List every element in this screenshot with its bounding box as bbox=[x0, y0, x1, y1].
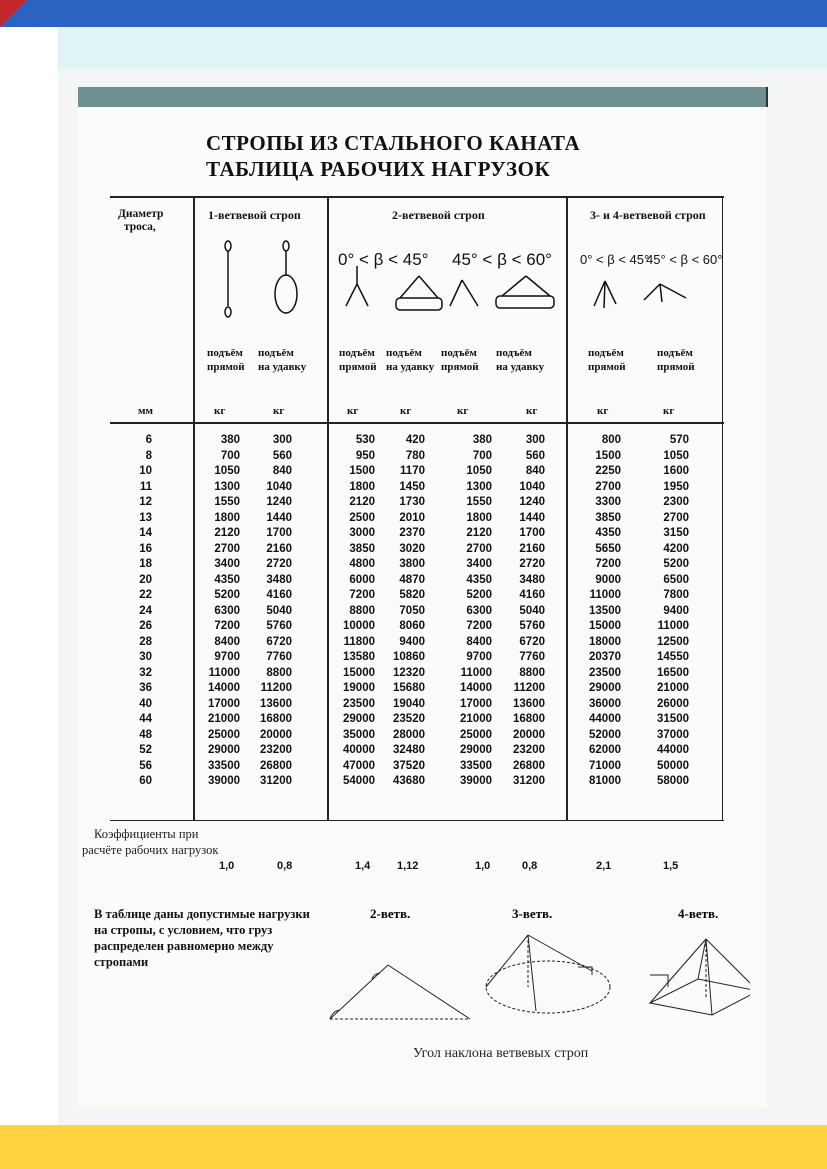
table-cell: 5200 bbox=[466, 589, 492, 601]
table-cell: 1550 bbox=[466, 496, 492, 508]
table-cell: 62000 bbox=[589, 744, 621, 756]
table-cell: 44 bbox=[139, 713, 152, 725]
table-cell: 20000 bbox=[513, 728, 545, 741]
table-cell: 20000 bbox=[260, 728, 292, 741]
table-cell: 2250 bbox=[595, 465, 621, 477]
diagram-label-4: 4-ветв. bbox=[678, 906, 719, 921]
table-cell: 3020 bbox=[399, 542, 425, 555]
table-cell: 31500 bbox=[657, 713, 689, 725]
table-cell: 560 bbox=[272, 449, 292, 462]
column-two-a-choke bbox=[383, 433, 425, 790]
table-cell: 19040 bbox=[393, 697, 425, 710]
table-cell: 29000 bbox=[208, 744, 240, 756]
table-cell: 1300 bbox=[214, 480, 240, 493]
table-cell: 1300 bbox=[466, 480, 492, 493]
bottom-banner bbox=[0, 1125, 827, 1169]
table-cell: 7760 bbox=[519, 651, 545, 663]
table-cell: 2370 bbox=[399, 527, 425, 539]
table-cell: 9400 bbox=[399, 635, 425, 648]
diagram-label-2: 2-ветв. bbox=[370, 906, 411, 921]
table-cell: 2700 bbox=[466, 542, 492, 555]
coefficient: 1,5 bbox=[663, 860, 679, 872]
table-cell: 40 bbox=[139, 697, 152, 710]
table-cell: 4200 bbox=[663, 542, 689, 555]
table-cell: 3300 bbox=[595, 496, 621, 508]
table-cell: 1700 bbox=[519, 527, 545, 539]
table-cell: 13 bbox=[139, 511, 152, 524]
table-cell: 26000 bbox=[657, 697, 689, 710]
table-cell: 530 bbox=[355, 434, 375, 446]
table-cell: 5200 bbox=[214, 589, 240, 601]
table-cell: 4800 bbox=[349, 558, 375, 570]
table-cell: 4350 bbox=[466, 573, 492, 586]
title-line-1: СТРОПЫ ИЗ СТАЛЬНОГО КАНАТА bbox=[206, 131, 581, 155]
table-cell: 1500 bbox=[595, 449, 621, 462]
angle-label-3b: 45° < β < 60° bbox=[646, 252, 723, 267]
table-cell: 8800 bbox=[349, 604, 375, 617]
table-cell: 2160 bbox=[519, 542, 545, 555]
table-cell: 1700 bbox=[266, 527, 292, 539]
table-cell: 5820 bbox=[399, 589, 425, 601]
table-cell: 6300 bbox=[214, 604, 240, 617]
table-cell: 6 bbox=[145, 434, 152, 446]
table-cell: 23200 bbox=[260, 744, 292, 756]
top-banner bbox=[0, 0, 827, 27]
sling-angle-diagrams bbox=[310, 925, 750, 1025]
table-cell: 30 bbox=[139, 651, 152, 663]
table-cell: 2700 bbox=[663, 511, 689, 524]
table-cell: 5760 bbox=[519, 620, 545, 632]
table-cell: 36000 bbox=[589, 697, 621, 710]
table-cell: 11000 bbox=[657, 620, 689, 632]
table-cell: 23200 bbox=[513, 744, 545, 756]
table-cell: 12500 bbox=[657, 635, 689, 648]
table-cell: 28000 bbox=[393, 728, 425, 741]
table-cell: 3800 bbox=[399, 558, 425, 570]
table-cell: 15000 bbox=[343, 666, 375, 679]
table-cell: 29000 bbox=[589, 682, 621, 694]
diagram-caption: Угол наклона ветвевых строп bbox=[413, 1046, 589, 1061]
table-cell: 380 bbox=[220, 434, 240, 446]
table-cell: 26800 bbox=[513, 759, 545, 772]
table-cell: 11000 bbox=[460, 666, 492, 679]
coefficient: 0,8 bbox=[277, 860, 293, 872]
table-cell: 10 bbox=[139, 465, 152, 477]
table-cell: 11000 bbox=[589, 589, 621, 601]
column-one-direct bbox=[198, 433, 240, 790]
table-cell: 1950 bbox=[663, 480, 689, 493]
diagram-label-3: 3-ветв. bbox=[512, 906, 553, 921]
table-cell: 1040 bbox=[266, 480, 292, 493]
table-cell: 20 bbox=[139, 573, 152, 586]
table-cell: 4350 bbox=[214, 573, 240, 586]
table-cell: 2500 bbox=[349, 511, 375, 524]
table-cell: 6720 bbox=[266, 635, 292, 648]
table-cell: 54000 bbox=[343, 775, 375, 787]
table-cell: 44000 bbox=[657, 744, 689, 756]
table-cell: 1450 bbox=[399, 480, 425, 493]
table-cell: 9700 bbox=[466, 651, 492, 663]
table-cell: 7200 bbox=[214, 620, 240, 632]
three-four-branch-header: 3- и 4-ветвевой строп bbox=[590, 208, 706, 222]
table-cell: 20370 bbox=[589, 651, 621, 663]
coefficient: 1,12 bbox=[397, 860, 419, 872]
table-cell: 39000 bbox=[208, 775, 240, 787]
red-corner-decoration bbox=[0, 0, 27, 27]
table-cell: 47000 bbox=[343, 759, 375, 772]
table-cell: 1440 bbox=[266, 511, 292, 524]
table-cell: 2720 bbox=[266, 558, 292, 570]
table-cell: 2700 bbox=[595, 480, 621, 493]
table-cell: 1500 bbox=[349, 465, 375, 477]
table-cell: 16500 bbox=[657, 666, 689, 679]
table-cell: 33500 bbox=[208, 759, 240, 772]
table-cell: 2120 bbox=[349, 496, 375, 508]
table-cell: 7200 bbox=[595, 558, 621, 570]
table-cell: 7050 bbox=[399, 604, 425, 617]
table-cell: 11000 bbox=[208, 666, 240, 679]
table-cell: 10860 bbox=[393, 651, 425, 663]
table-cell: 5650 bbox=[595, 542, 621, 555]
table-cell: 6000 bbox=[349, 573, 375, 586]
table-cell: 1800 bbox=[349, 480, 375, 493]
table-cell: 26 bbox=[139, 620, 152, 632]
table-cell: 60 bbox=[139, 775, 152, 787]
table-cell: 81000 bbox=[589, 775, 621, 787]
table-cell: 39000 bbox=[460, 775, 492, 787]
table-cell: 11200 bbox=[260, 682, 292, 694]
table-cell: 5200 bbox=[663, 558, 689, 570]
table-cell: 43680 bbox=[393, 775, 425, 787]
table-cell: 2120 bbox=[214, 527, 240, 539]
table-cell: 13580 bbox=[343, 651, 375, 663]
table-cell: 32 bbox=[139, 666, 152, 679]
column-three-b bbox=[647, 433, 689, 790]
table-cell: 24 bbox=[139, 604, 152, 617]
table-cell: 1550 bbox=[214, 496, 240, 508]
coefficient: 1,4 bbox=[355, 860, 371, 872]
table-cell: 3150 bbox=[663, 527, 689, 539]
table-cell: 16800 bbox=[513, 713, 545, 725]
table-cell: 12 bbox=[139, 496, 152, 508]
coefficient: 1,0 bbox=[219, 860, 235, 872]
table-cell: 26800 bbox=[260, 759, 292, 772]
table-cell: 18 bbox=[139, 558, 152, 570]
table-cell: 1800 bbox=[466, 511, 492, 524]
table-cell: 3480 bbox=[519, 573, 545, 586]
table-cell: 8 bbox=[145, 449, 152, 462]
column-one-choke bbox=[250, 433, 292, 790]
two-branch-header: 2-ветвевой строп bbox=[392, 208, 485, 222]
table-cell: 56 bbox=[139, 759, 152, 772]
table-cell: 8800 bbox=[266, 666, 292, 679]
angle-label-2b: 45° < β < 60° bbox=[452, 250, 552, 269]
table-cell: 36 bbox=[139, 682, 152, 694]
table-cell: 14000 bbox=[460, 682, 492, 694]
coefficient-label: Коэффициенты при расчёте рабочих нагрузок bbox=[82, 827, 219, 857]
table-cell: 25000 bbox=[460, 728, 492, 741]
title-line-2: ТАБЛИЦА РАБОЧИХ НАГРУЗОК bbox=[206, 157, 551, 181]
table-cell: 380 bbox=[472, 434, 492, 446]
table-cell: 3000 bbox=[349, 527, 375, 539]
table-cell: 37000 bbox=[657, 728, 689, 741]
section-header-bar bbox=[78, 87, 768, 107]
column-two-b-choke bbox=[503, 433, 545, 790]
table-cell: 11 bbox=[139, 480, 152, 493]
table-cell: 58000 bbox=[657, 775, 689, 787]
angle-label-2a: 0° < β < 45° bbox=[338, 250, 429, 269]
table-cell: 6500 bbox=[663, 573, 689, 586]
table-cell: 7200 bbox=[349, 589, 375, 601]
table-cell: 8400 bbox=[214, 635, 240, 648]
table-cell: 2160 bbox=[266, 542, 292, 555]
table-cell: 2010 bbox=[399, 511, 425, 524]
table-cell: 300 bbox=[272, 434, 292, 446]
table-cell: 800 bbox=[601, 434, 621, 446]
table-cell: 29000 bbox=[343, 713, 375, 725]
table-cell: 52 bbox=[139, 744, 152, 756]
table-cell: 3400 bbox=[466, 558, 492, 570]
table-cell: 28 bbox=[139, 635, 152, 648]
table-cell: 21000 bbox=[460, 713, 492, 725]
table-cell: 13500 bbox=[589, 604, 621, 617]
column-three-a bbox=[579, 433, 621, 790]
table-cell: 840 bbox=[525, 465, 545, 477]
table-cell: 15680 bbox=[393, 682, 425, 694]
table-cell: 7760 bbox=[266, 651, 292, 663]
sub-banner bbox=[58, 27, 827, 69]
table-cell: 1170 bbox=[400, 465, 425, 477]
angle-label-3a: 0° < β < 45° bbox=[580, 252, 650, 267]
table-cell: 3850 bbox=[349, 542, 375, 555]
table-cell: 48 bbox=[139, 728, 152, 741]
table-cell: 4160 bbox=[266, 589, 292, 601]
table-cell: 8800 bbox=[519, 666, 545, 679]
table-cell: 21000 bbox=[657, 682, 689, 694]
table-cell: 3850 bbox=[595, 511, 621, 524]
table-cell: 21000 bbox=[208, 713, 240, 725]
table-cell: 23500 bbox=[343, 697, 375, 710]
table-cell: 5760 bbox=[266, 620, 292, 632]
table-cell: 5040 bbox=[266, 604, 292, 617]
sling-icons bbox=[200, 236, 723, 326]
table-cell: 13600 bbox=[260, 697, 292, 710]
column-two-a-direct bbox=[333, 433, 375, 790]
table-cell: 11800 bbox=[343, 635, 375, 648]
table-cell: 1440 bbox=[519, 511, 545, 524]
table-cell: 11200 bbox=[513, 682, 545, 694]
table-cell: 15000 bbox=[589, 620, 621, 632]
one-branch-header: 1-ветвевой строп bbox=[208, 208, 301, 222]
load-note: В таблице даны допустимые нагрузки на стропы, с условием, что груз распределен равномерно между стропами bbox=[94, 907, 310, 969]
table-cell: 4870 bbox=[399, 573, 425, 586]
table-cell: 3480 bbox=[266, 573, 292, 586]
table-cell: 4160 bbox=[519, 589, 545, 601]
table-cell: 14 bbox=[139, 527, 152, 539]
table-cell: 14000 bbox=[208, 682, 240, 694]
table-cell: 9000 bbox=[595, 573, 621, 586]
table-cell: 1050 bbox=[466, 465, 492, 477]
table-cell: 1240 bbox=[519, 496, 545, 508]
table-cell: 23500 bbox=[589, 666, 621, 679]
table-cell: 8060 bbox=[399, 620, 425, 632]
table-cell: 31200 bbox=[513, 775, 545, 787]
table-cell: 44000 bbox=[589, 713, 621, 725]
table-cell: 16 bbox=[139, 542, 152, 555]
table-cell: 7200 bbox=[466, 620, 492, 632]
table-cell: 2720 bbox=[519, 558, 545, 570]
table-cell: 13600 bbox=[513, 697, 545, 710]
table-cell: 14550 bbox=[657, 651, 689, 663]
table-cell: 19000 bbox=[343, 682, 375, 694]
table-cell: 6300 bbox=[466, 604, 492, 617]
table-cell: 840 bbox=[272, 465, 292, 477]
table-cell: 71000 bbox=[589, 759, 621, 772]
table-cell: 1240 bbox=[266, 496, 292, 508]
table-cell: 420 bbox=[405, 434, 425, 446]
table-cell: 700 bbox=[220, 449, 240, 462]
table-cell: 300 bbox=[525, 434, 545, 446]
table-cell: 31200 bbox=[260, 775, 292, 787]
table-cell: 25000 bbox=[208, 728, 240, 741]
table-cell: 32480 bbox=[393, 744, 425, 756]
table-cell: 33500 bbox=[460, 759, 492, 772]
table-cell: 29000 bbox=[460, 744, 492, 756]
table-cell: 17000 bbox=[460, 697, 492, 710]
table-cell: 35000 bbox=[343, 728, 375, 741]
table-cell: 22 bbox=[139, 589, 152, 601]
table-cell: 18000 bbox=[589, 635, 621, 648]
table-cell: 1050 bbox=[214, 465, 240, 477]
coefficient: 2,1 bbox=[596, 860, 612, 872]
table-cell: 50000 bbox=[657, 759, 689, 772]
table-cell: 9700 bbox=[214, 651, 240, 663]
coefficient: 1,0 bbox=[475, 860, 491, 872]
table-cell: 2300 bbox=[663, 496, 689, 508]
column-two-b-direct bbox=[450, 433, 492, 790]
table-cell: 3400 bbox=[214, 558, 240, 570]
table-cell: 5040 bbox=[519, 604, 545, 617]
table-cell: 1600 bbox=[663, 465, 689, 477]
table-cell: 37520 bbox=[393, 759, 425, 772]
table-cell: 1800 bbox=[214, 511, 240, 524]
column-diameter bbox=[120, 433, 152, 790]
table-cell: 52000 bbox=[589, 728, 621, 741]
table-cell: 560 bbox=[525, 449, 545, 462]
table-cell: 700 bbox=[472, 449, 492, 462]
table-cell: 780 bbox=[405, 449, 425, 462]
table-cell: 1050 bbox=[663, 449, 689, 462]
table-cell: 1730 bbox=[399, 496, 425, 508]
table-cell: 23520 bbox=[393, 713, 425, 725]
coefficient: 0,8 bbox=[522, 860, 538, 872]
table-cell: 12320 bbox=[393, 666, 425, 679]
table-cell: 8400 bbox=[466, 635, 492, 648]
diameter-header: Диаметр троса, bbox=[118, 208, 164, 233]
table-cell: 16800 bbox=[260, 713, 292, 725]
table-cell: 570 bbox=[669, 434, 689, 446]
table-cell: 2700 bbox=[214, 542, 240, 555]
table-cell: 2120 bbox=[466, 527, 492, 539]
table-cell: 40000 bbox=[343, 744, 375, 756]
table-cell: 10000 bbox=[343, 620, 375, 632]
table-cell: 6720 bbox=[519, 635, 545, 648]
table-cell: 950 bbox=[355, 449, 375, 462]
table-cell: 4350 bbox=[595, 527, 621, 539]
document-title bbox=[206, 130, 580, 182]
table-cell: 7800 bbox=[663, 589, 689, 601]
table-cell: 9400 bbox=[663, 604, 689, 617]
table-cell: 17000 bbox=[208, 697, 240, 710]
table-cell: 1040 bbox=[519, 480, 545, 493]
